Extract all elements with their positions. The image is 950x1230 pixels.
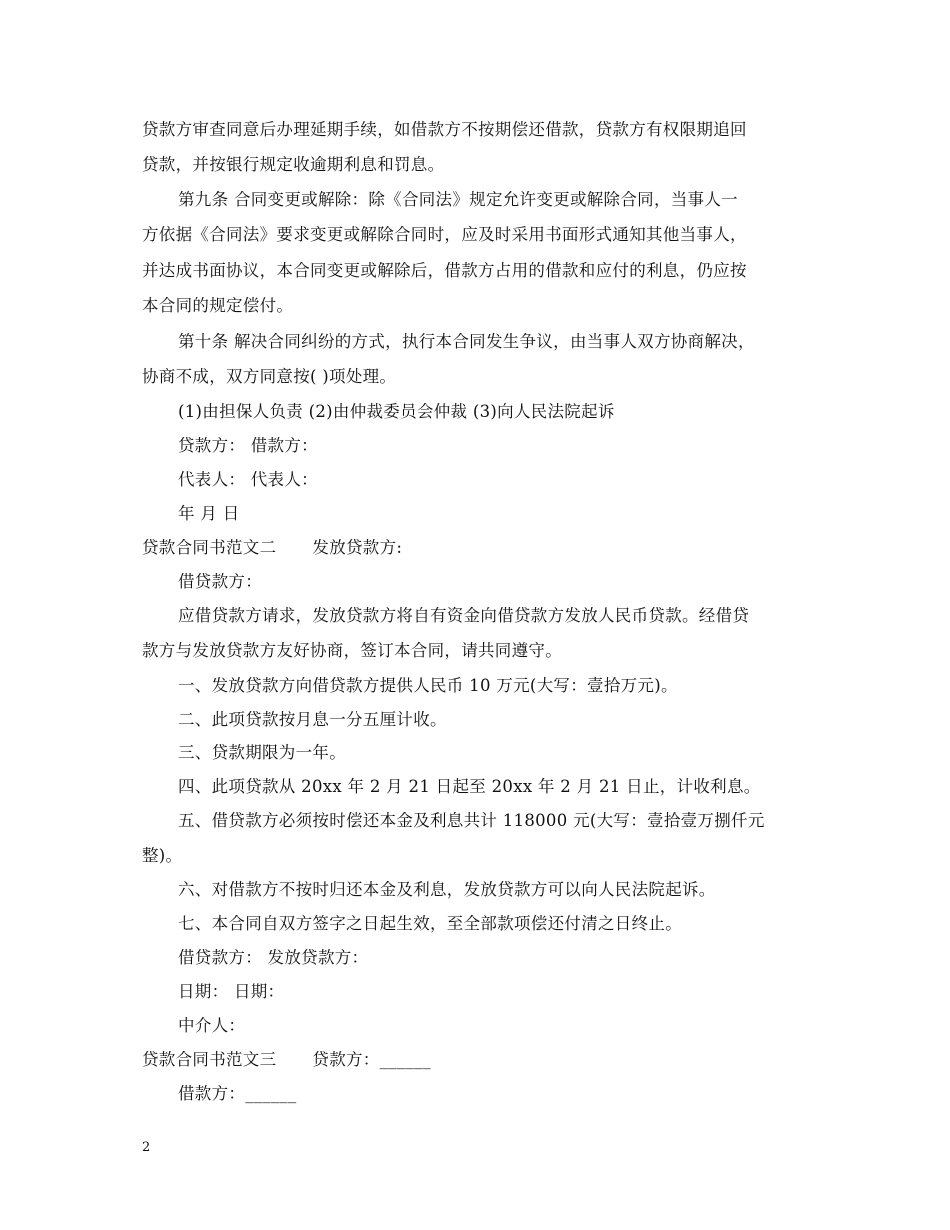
- section-title: 贷款合同书范文二: [142, 538, 277, 557]
- text-line: 五、借贷款方必须按时偿还本金及利息共计 118000 元(大写：壹拾壹万捌仟元: [178, 811, 765, 830]
- text-line: 第九条 合同变更或解除：除《合同法》规定允许变更或解除合同，当事人一: [178, 190, 738, 209]
- section-heading-line: [142, 538, 402, 558]
- text-line: 贷款方： 借款方：: [178, 436, 318, 455]
- text-line: 协商不成，双方同意按( )项处理。: [142, 367, 397, 386]
- text-line: 年 月 日: [178, 504, 240, 523]
- page-number: 2: [142, 1140, 151, 1155]
- section-heading-line: [142, 1050, 431, 1070]
- text-line: 七、本合同自双方签字之日起生效，至全部款项偿还付清之日终止。: [178, 914, 682, 933]
- text-line: 贷款，并按银行规定收逾期利息和罚息。: [142, 155, 445, 174]
- text-line: 代表人： 代表人：: [178, 470, 318, 489]
- text-line: 应借贷款方请求，发放贷款方将自有资金向借贷款方发放人民币贷款。经借贷: [178, 606, 750, 625]
- text-line: 借款方：______: [178, 1084, 297, 1103]
- text-line: (1)由担保人负责 (2)由仲裁委员会仲裁 (3)向人民法院起诉: [178, 402, 615, 421]
- text-line: 贷款方审查同意后办理延期手续，如借款方不按期偿还借款，贷款方有权限期追回: [142, 120, 747, 139]
- section-title: 贷款合同书范文三: [142, 1050, 277, 1069]
- text-line: 中介人：: [178, 1016, 246, 1035]
- text-line: 六、对借款方不按时归还本金及利息，发放贷款方可以向人民法院起诉。: [178, 880, 716, 899]
- text-line: 借贷款方：: [178, 572, 262, 591]
- text-line: 借贷款方： 发放贷款方：: [178, 948, 369, 967]
- text-line: 并达成书面协议，本合同变更或解除后，借款方占用的借款和应付的利息，仍应按: [142, 261, 747, 280]
- text-line: 款方与发放贷款方友好协商，签订本合同，请共同遵守。: [142, 641, 562, 660]
- text-segment: 发放贷款方:: [312, 538, 403, 557]
- text-line: 四、此项贷款从 20xx 年 2 月 21 日起至 20xx 年 2 月 21 日止，计收利息。: [178, 777, 761, 796]
- text-line: 二、此项贷款按月息一分五厘计收。: [178, 710, 447, 729]
- text-line: 第十条 解决合同纠纷的方式，执行本合同发生争议，由当事人双方协商解决，: [178, 332, 755, 351]
- text-line: 方依据《合同法》要求变更或解除合同时，应及时采用书面形式通知其他当事人，: [142, 225, 747, 244]
- text-line: 三、贷款期限为一年。: [178, 743, 346, 762]
- text-line: 日期： 日期：: [178, 982, 285, 1001]
- text-line: 本合同的规定偿付。: [142, 296, 294, 315]
- text-line: 一、发放贷款方向借贷款方提供人民币 10 万元(大写：壹拾万元)。: [178, 676, 678, 695]
- text-line: 整)。: [142, 846, 183, 865]
- text-segment: 贷款方：______: [312, 1050, 431, 1069]
